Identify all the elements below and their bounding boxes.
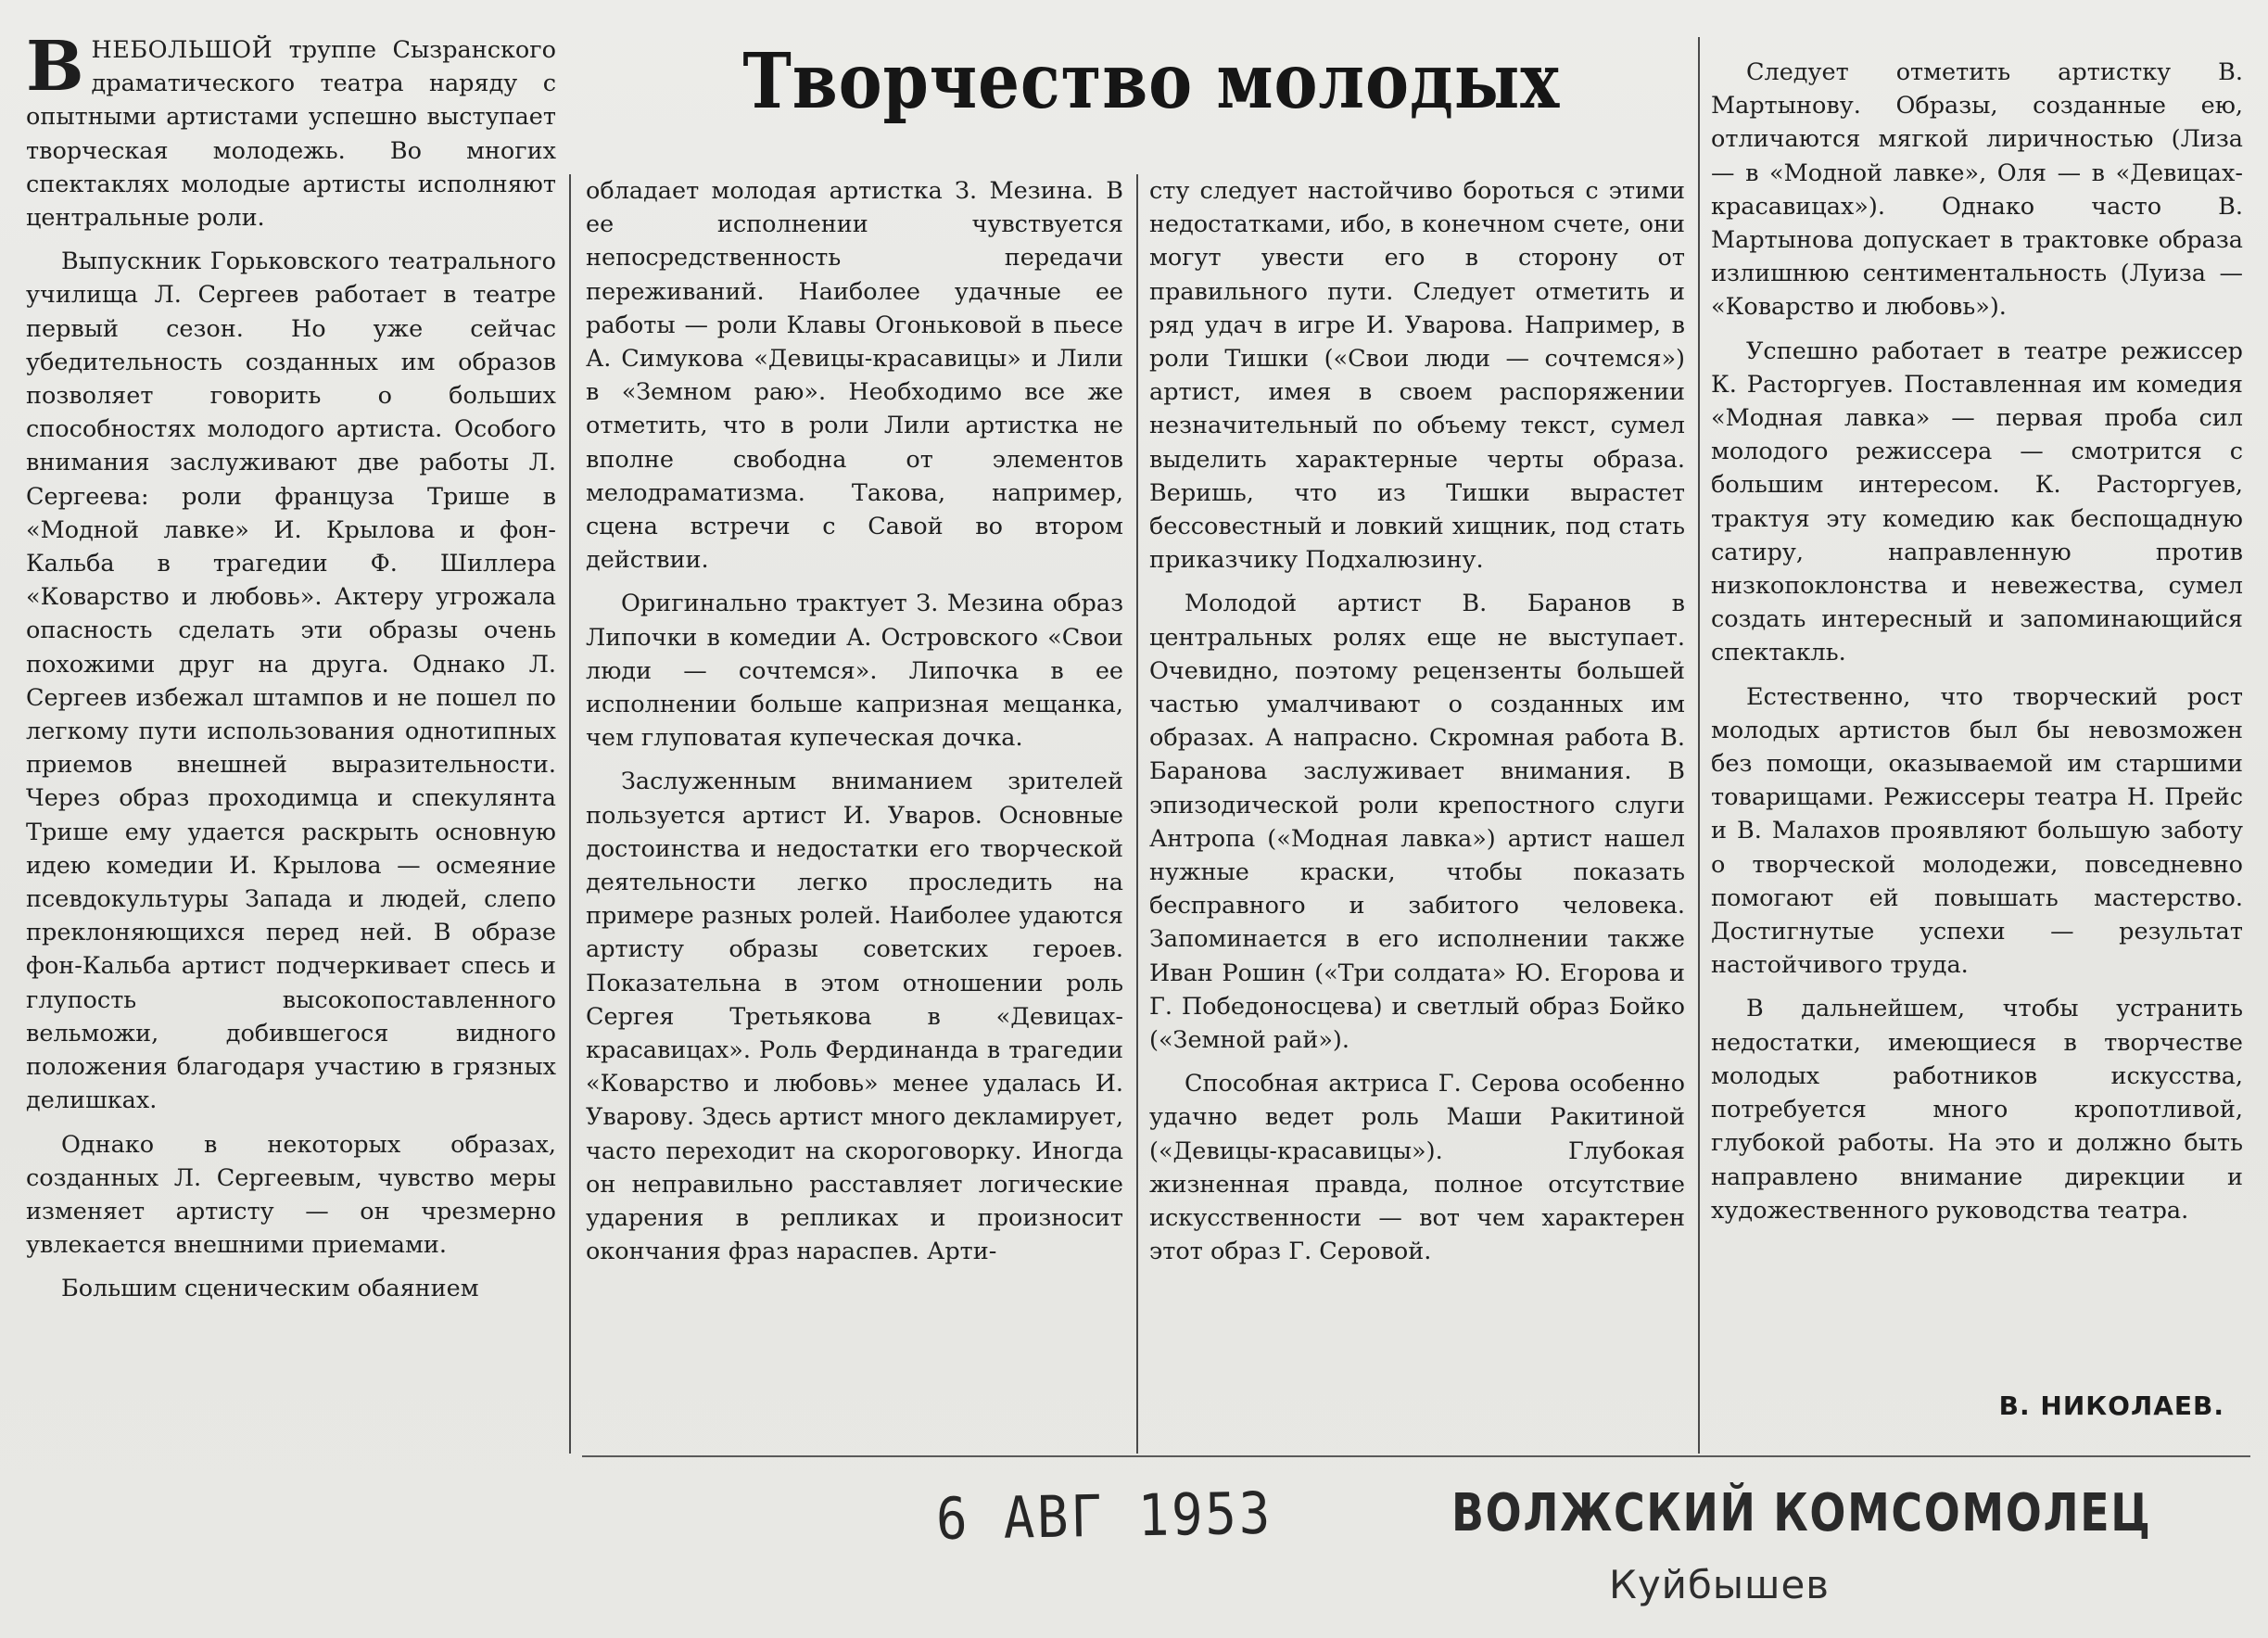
column-divider — [1698, 37, 1700, 1454]
article-paragraph: В дальнейшем, чтобы устранить недостатки, имеющиеся в творчестве молодых работников искусства, потребуется много кропотливой, глубокой работы. На это и должно быть направлено внимание дирекции и художественного руководства театра. — [1711, 995, 2243, 1225]
column-divider — [1136, 174, 1138, 1454]
article-paragraph: сту следует настойчиво бороться с этими недостатками, ибо, в конечном счете, они могут увести его в сторону от правильного пути. Следует отметить и ряд удач в игре И. Уварова. Например, в роли Тишки («Свои люди — сочтемся») артист, имея в своем распоряжении незначительный по объему текст, сумел выделить характерные черты образа. Веришь, что из Тишки вырастет бессовестный и ловкий хищник, под стать приказчику Подхалюзину. — [1149, 177, 1685, 575]
article-paragraph: Большим сценическим обаянием — [61, 1275, 479, 1303]
lead-caps: НЕБОЛЬШОЙ — [91, 36, 273, 64]
bottom-divider — [582, 1455, 2250, 1457]
article-column-3 — [1149, 174, 1685, 1463]
article-paragraph: Заслуженным вниманием зрителей пользуется артист И. Уваров. Основные достоинства и недостатки его творческой деятельности легко проследить на примере разных ролей. Наиболее удаются артисту образы советских героев. Показательна в этом отношении роль Сергея Третьякова в «Девицах-красавицах». Роль Фердинанда в трагедии «Коварство и любовь» менее удалась И. Уварову. Здесь артист много декламирует, часто переходит на скороговорку. Иногда он неправильно расставляет логические ударения в репликах и произносит окончания фраз нараспев. Арти- — [586, 768, 1123, 1266]
article-paragraph: Однако в некоторых образах, созданных Л. Сергеевым, чувство меры изменяет артисту — он чрезмерно увлекается внешними приемами. — [26, 1130, 556, 1260]
author-signature: В. НИКОЛАЕВ. — [1998, 1390, 2224, 1421]
article-paragraph: Следует отметить артистку В. Мартынову. Образы, созданные ею, отличаются мягкой лиричностью (Лиза — в «Модной лавке», Оля — в «Девицах-красавицах»). Однако часто В. Мартынова допускает в трактовке образа излишнюю сентиментальность (Луиза — «Коварство и любовь»). — [1711, 58, 2243, 322]
lead-text: труппе Сызранского драматического театра наряду с опытными артистами успешно выступает творческая молодежь. Во многих спектаклях молодые артисты исполняют центральные роли. — [26, 36, 556, 233]
article-column-1 — [26, 33, 556, 1452]
article-paragraph: Молодой артист В. Баранов в центральных ролях еще не выступает. Очевидно, поэтому рецензенты большей частью умалчивают о созданных им образах. А напрасно. Скромная работа В. Баранова заслуживает внимания. В эпизодической роли крепостного слуги Антропа («Модная лавка») артист нашел нужные краски, чтобы показать бесправного и забитого человека. Запоминается в его исполнении также Иван Рошин («Три солдата» Ю. Егорова и Г. Победоносцева) и светлый образ Бойко («Земной рай»). — [1149, 590, 1685, 1055]
article-paragraph: Оригинально трактует З. Мезина образ Липочки в комедии А. Островского «Свои люди — сочтемся». Липочка в ее исполнении больше капризная мещанка, чем глуповатая купеческая дочка. — [586, 590, 1123, 753]
article-paragraph: обладает молодая артистка З. Мезина. В ее исполнении чувствуется непосредственность передачи переживаний. Наиболее удачные ее работы — роли Клавы Огоньковой в пьесе А. Симукова «Девицы-красавицы» и Лили в «Земном раю». Необходимо все же отметить, что в роли Лили артистка не вполне свободна от элементов мелодраматизма. Такова, например, сцена встречи с Савой во втором действии. — [586, 177, 1123, 575]
drop-cap: В — [26, 33, 84, 107]
column-divider — [569, 174, 571, 1454]
article-column-4 — [1711, 56, 2243, 1400]
article-paragraph: Выпускник Горьковского театрального училища Л. Сергеев работает в театре первый сезон. Но уже сейчас убедительность созданных им образов позволяет говорить о больших способностях молодого артиста. Особого внимания заслуживают две работы Л. Сергеева: роли француза Трише в «Модной лавке» И. Крылова и фон-Кальба в трагедии Ф. Шиллера «Коварство и любовь». Актеру угрожала опасность сделать эти образы очень похожими друг на друга. Однако Л. Сергеев избежал штампов и не пошел по легкому пути использования однотипных приемов внешней выразительности. Через образ проходимца и спекулянта Трише ему удается раскрыть основную идею комедии И. Крылова — осмеяние псевдокультуры Запада и людей, слепо преклоняющихся перед ней. В образе фон-Кальба артист подчеркивает спесь и глупость высокопоставленного вельможи, добившегося видного положения благодаря участию в грязных делишках. — [26, 248, 556, 1115]
article-column-2 — [586, 174, 1123, 1463]
article-paragraph: Естественно, что творческий рост молодых артистов был бы невозможен без помощи, оказываемой им старшими товарищами. Режиссеры театра Н. Прейс и В. Малахов проявляют большую заботу о творческой молодежи, повседневно помогают ей повышать мастерство. Достигнутые успехи — результат настойчивого труда. — [1711, 682, 2243, 980]
article-lead-paragraph — [26, 33, 556, 235]
date-stamp: 6 АВГ 1953 — [935, 1479, 1273, 1553]
newspaper-name-stamp: ВОЛЖСКИЙ КОМСОМОЛЕЦ — [1451, 1483, 2152, 1543]
article-title: Творчество молодых — [742, 37, 1561, 126]
article-paragraph: Успешно работает в театре режиссер К. Расторгуев. Поставленная им комедия «Модная лавка» — первая проба сил молодого режиссера — смотрится с большим интересом. К. Расторгуев, трактуя эту комедию как беспощадную сатиру, направленную против низкопоклонства и невежества, сумел создать интересный и запоминающийся спектакль. — [1711, 336, 2243, 667]
city-stamp: Куйбышев — [1609, 1562, 1831, 1607]
article-paragraph: Способная актриса Г. Серова особенно удачно ведет роль Маши Ракитиной («Девицы-красавицы»). Глубокая жизненная правда, полное отсутствие искусственности — вот чем характерен этот образ Г. Серовой. — [1149, 1070, 1685, 1266]
